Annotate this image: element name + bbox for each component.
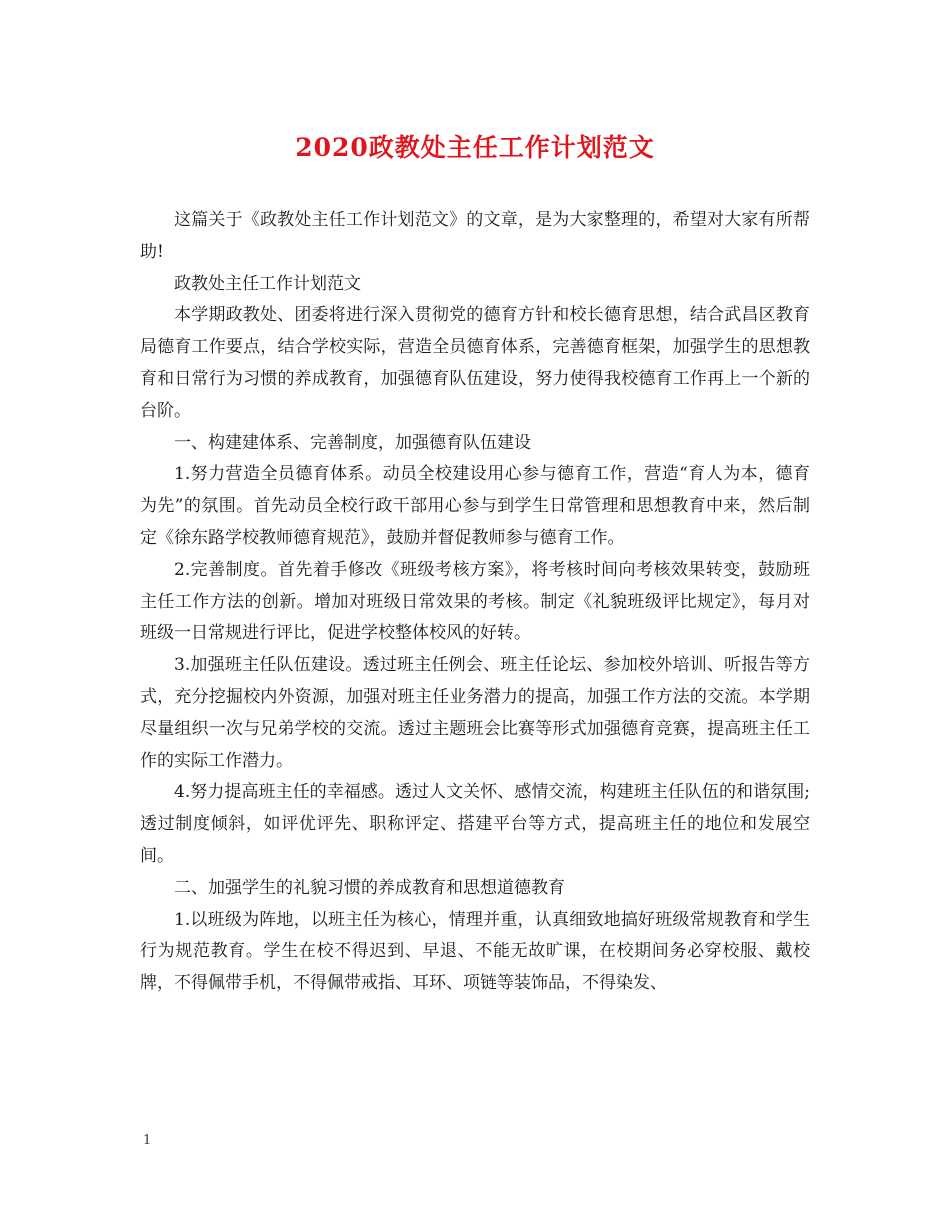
paragraph-item-1-3: 3.加强班主任队伍建设。透过班主任例会、班主任论坛、参加校外培训、听报告等方式，充分挖掘校内外资源，加强对班主任业务潜力的提高，加强工作方法的交流。本学期尽量组织一次与兄弟学校的交流。透过主题班会比赛等形式加强德育竞赛，提高班主任工作的实际工作潜力。 <box>140 655 810 771</box>
document-title: 2020政教处主任工作计划范文 <box>295 133 655 162</box>
section-heading-1: 一、构建建体系、完善制度，加强德育队伍建设 <box>174 432 531 453</box>
paragraph-intro: 这篇关于《政教处主任工作计划范文》的文章，是为大家整理的，希望对大家有所帮助! <box>140 210 810 262</box>
paragraph-subtitle: 政教处主任工作计划范文 <box>174 273 361 294</box>
paragraph-item-1-1: 1.努力营造全员德育体系。动员全校建设用心参与德育工作，营造“育人为本，德育为先”的氛围。首先动员全校行政干部用心参与到学生日常管理和思想教育中来，然后制定《徐东路学校教师德育规范》，鼓励并督促教师参与德育工作。 <box>140 464 810 548</box>
section-heading-2: 二、加强学生的礼貌习惯的养成教育和思想道德教育 <box>174 877 565 898</box>
paragraph-item-1-4: 4.努力提高班主任的幸福感。透过人文关怀、感情交流，构建班主任队伍的和谐氛围;透过制度倾斜，如评优评先、职称评定、搭建平台等方式，提高班主任的地位和发展空间。 <box>140 782 810 866</box>
paragraph-item-1-2: 2.完善制度。首先着手修改《班级考核方案》，将考核时间向考核效果转变，鼓励班主任工作方法的创新。增加对班级日常效果的考核。制定《礼貌班级评比规定》，每月对班级一日常规进行评比，促进学校整体校风的好转。 <box>140 559 810 644</box>
page-number: 1 <box>143 1133 152 1148</box>
document-body <box>140 205 810 1000</box>
paragraph-item-2-1: 1.以班级为阵地，以班主任为核心，情理并重，认真细致地搞好班级常规教育和学生行为规范教育。学生在校不得迟到、早退、不能无故旷课，在校期间务必穿校服、戴校牌，不得佩带手机，不得佩带戒指、耳环、项链等装饰品，不得染发、 <box>140 909 810 994</box>
paragraph-overview: 本学期政教处、团委将进行深入贯彻党的德育方针和校长德育思想，结合武昌区教育局德育工作要点，结合学校实际，营造全员德育体系，完善德育框架，加强学生的思想教育和日常行为习惯的养成教育，加强德育队伍建设，努力使得我校德育工作再上一个新的台阶。 <box>140 305 810 421</box>
